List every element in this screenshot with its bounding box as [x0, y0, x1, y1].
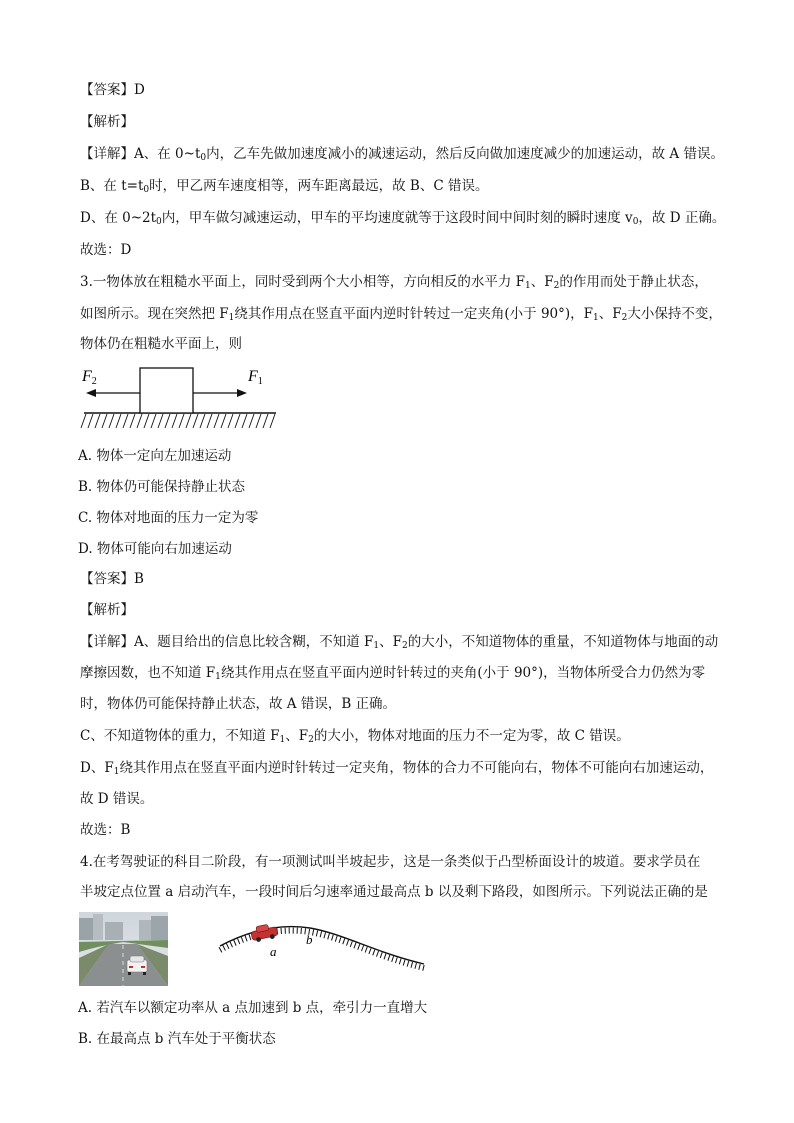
- q3-option-c: C. 物体对地面的压力一定为零: [78, 510, 259, 526]
- hill-hatching: [220, 931, 424, 968]
- q3-stem-line-3: 物体仍在粗糙水平面上，则: [80, 336, 242, 352]
- q3-analysis-heading: 【解析】: [80, 602, 134, 618]
- f1-label: F1: [248, 368, 263, 387]
- q3-option-a: A. 物体一定向左加速运动: [78, 448, 232, 464]
- q3-stem-line-2: 如图所示。现在突然把 $F_1$绕其作用点在竖直平面内逆时针转过一定夹角(小于 90°)，$F_1$、$F_2$大小保持不变，: [80, 306, 722, 323]
- q2-answer: 【答案】D: [80, 82, 145, 98]
- q3-detail-line-1: 【详解】A、题目给出的信息比较含糊，不知道 $F_1$、$F_2$的大小，不知道物体的重量，不知道物体与地面的动: [80, 634, 719, 651]
- car-icon: [250, 923, 279, 943]
- block: [140, 368, 193, 413]
- q4-stem-line-1: 4.在考驾驶证的科目二阶段，有一项测试叫半坡起步，这是一条类似于凸型桥面设计的坡道。要求学员在: [80, 854, 701, 870]
- point-a-label: a: [270, 944, 277, 959]
- point-b-label: b: [306, 932, 313, 947]
- q2-detail-d: D、在 $0\sim 2t_0$内，甲车做匀减速运动，甲车的平均速度就等于这段时间中间时刻的瞬时速度 $v_0$，故 D 正确。: [80, 210, 726, 227]
- road-slope-photo-illustration: [79, 912, 168, 986]
- q3-option-b: B. 物体仍可能保持静止状态: [78, 479, 246, 495]
- hill-curve: [220, 927, 424, 964]
- q3-choice: 故选：B: [80, 822, 131, 838]
- q4-slope-diagram: [214, 912, 434, 978]
- f2-arrow-head: [86, 389, 96, 397]
- q3-detail-c: C、不知道物体的重力，不知道 $F_1$、$F_2$的大小，物体对地面的压力不一定为零，故 C 错误。: [80, 728, 630, 745]
- q3-answer: 【答案】B: [80, 571, 144, 587]
- q3-detail-d-cont: 故 D 错误。: [80, 791, 154, 807]
- ground-hatching: [81, 414, 275, 428]
- q3-detail-d: D、$F_1$绕其作用点在竖直平面内逆时针转过一定夹角，物体的合力不可能向右，物体不可能向右加速运动，: [80, 760, 714, 777]
- q3-detail-line-2: 摩擦因数，也不知道 $F_1$绕其作用点在竖直平面内逆时针转过的夹角(小于 90°)，当物体所受合力仍然为零: [80, 665, 706, 682]
- q3-force-diagram: [80, 364, 280, 434]
- q2-detail-a: 【详解】A、在 $0\sim t_0$内，乙车先做加速度减小的减速运动，然后反向做加速度减少的加速运动，故 A 错误。: [80, 146, 724, 163]
- q2-analysis-heading: 【解析】: [80, 114, 134, 130]
- q2-choice: 故选：D: [80, 242, 132, 258]
- q3-option-d: D. 物体可能向右加速运动: [78, 541, 232, 557]
- f1-arrow-head: [237, 389, 247, 397]
- q2-detail-b: B、在 $t=t_0$时，甲乙两车速度相等，两车距离最远，故 B、C 错误。: [80, 178, 489, 195]
- q4-option-b: B. 在最高点 b 汽车处于平衡状态: [78, 1031, 276, 1047]
- q3-detail-line-3: 时，物体仍可能保持静止状态，故 A 错误，B 正确。: [80, 696, 397, 712]
- q4-stem-line-2: 半坡定点位置 a 启动汽车，一段时间后匀速率通过最高点 b 以及剩下路段，如图所示。下列说法正确的是: [80, 884, 708, 900]
- f2-label: F2: [82, 368, 97, 387]
- q4-option-a: A. 若汽车以额定功率从 a 点加速到 b 点，牵引力一直增大: [78, 1000, 428, 1016]
- q3-stem-line-1: 3.一物体放在粗糙水平面上，同时受到两个大小相等，方向相反的水平力 $F_1$、$F_2$的作用而处于静止状态，: [80, 274, 708, 291]
- driving-test-photo: [79, 912, 168, 986]
